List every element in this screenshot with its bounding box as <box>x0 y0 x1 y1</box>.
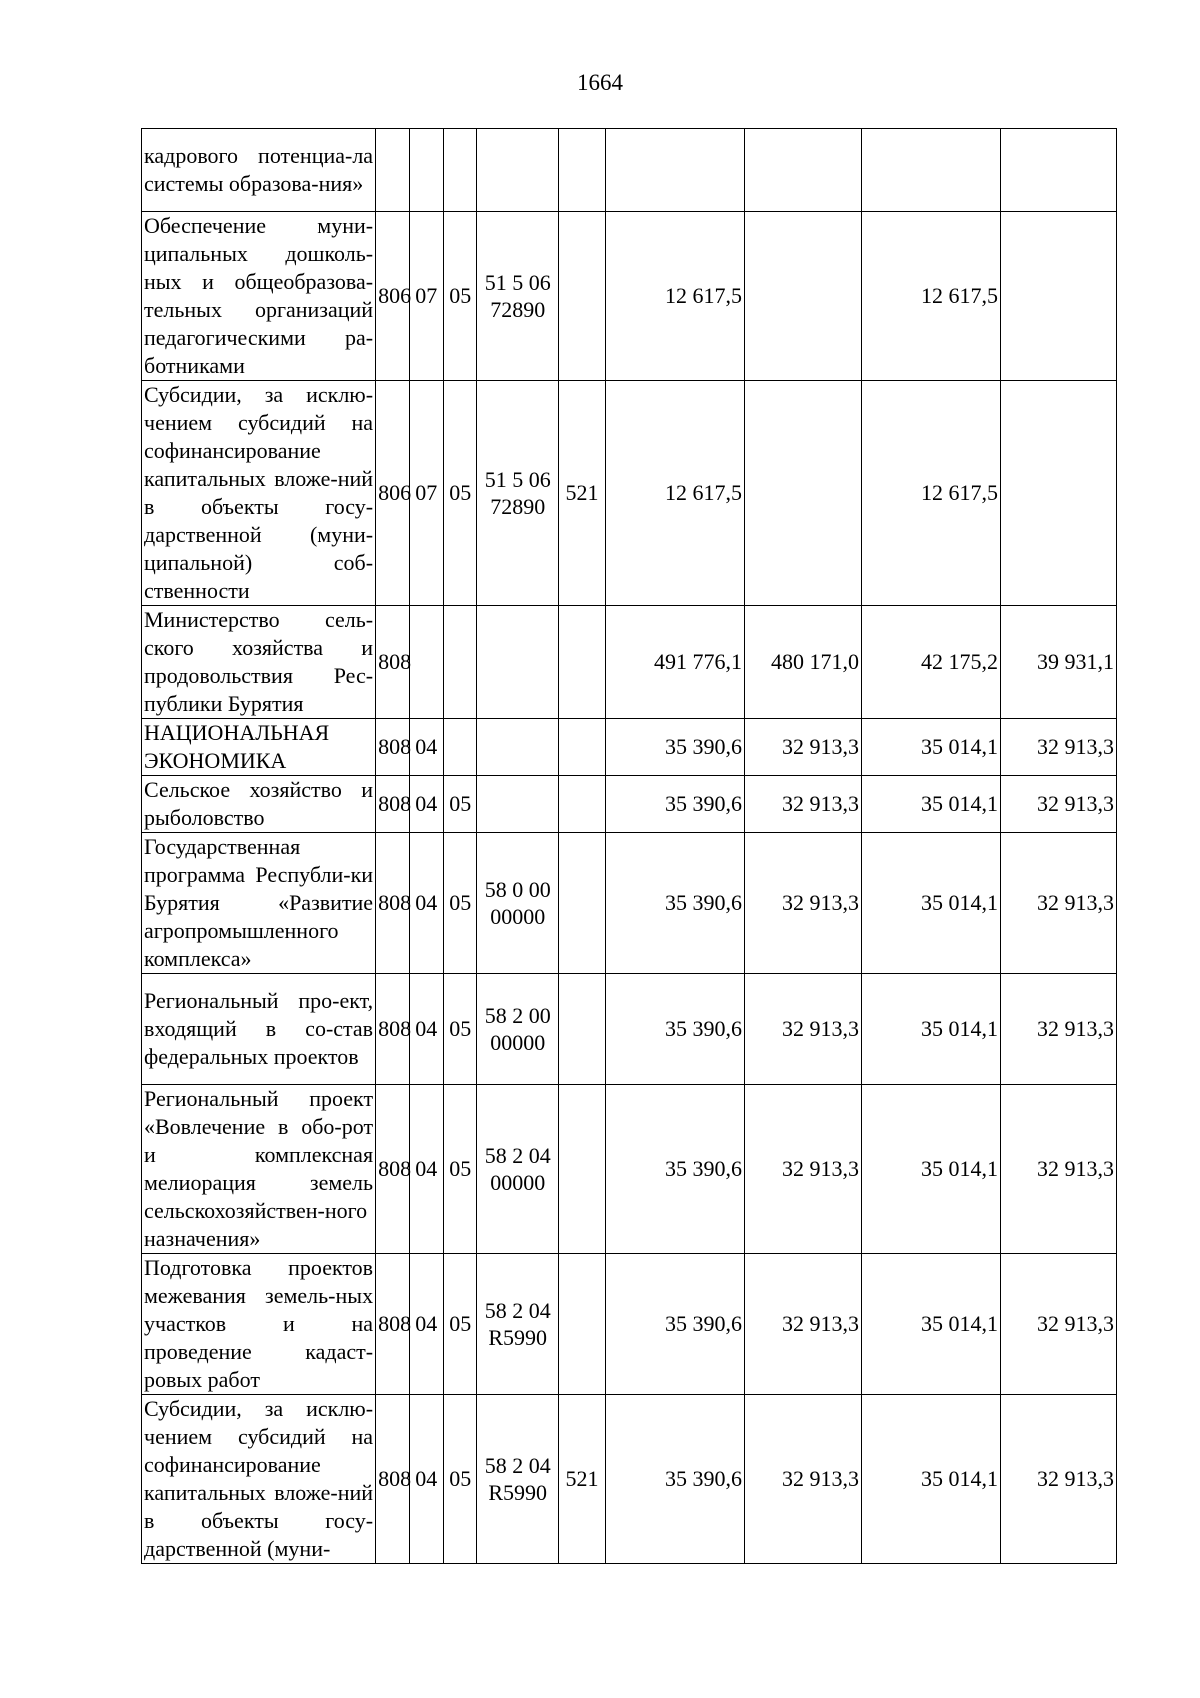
row-name-cell: Региональный про-ект, входящий в со-став федеральных проектов <box>142 974 376 1085</box>
ministry-code-cell: 806 <box>376 212 409 381</box>
amount-2-cell: 32 913,3 <box>744 1254 861 1395</box>
table-row <box>142 833 1117 974</box>
amount-4-cell: 32 913,3 <box>1000 833 1116 974</box>
amount-3-cell: 35 014,1 <box>861 1085 1000 1254</box>
amount-2-cell: 480 171,0 <box>744 606 861 719</box>
amount-3-cell: 12 617,5 <box>861 381 1000 606</box>
target-article-cell <box>477 719 559 776</box>
section-code-cell: 04 <box>409 719 443 776</box>
amount-1-cell <box>605 129 744 212</box>
amount-4-cell: 32 913,3 <box>1000 974 1116 1085</box>
budget-table <box>141 128 1117 1564</box>
amount-3-cell: 35 014,1 <box>861 1395 1000 1564</box>
ministry-code-cell: 808 <box>376 719 409 776</box>
amount-1-cell: 35 390,6 <box>605 719 744 776</box>
target-article-cell: 58 2 04 R5990 <box>477 1395 559 1564</box>
target-article-cell: 58 2 04 00000 <box>477 1085 559 1254</box>
ministry-code-cell: 808 <box>376 833 409 974</box>
amount-3-cell: 42 175,2 <box>861 606 1000 719</box>
ministry-code-cell: 808 <box>376 776 409 833</box>
expense-type-cell <box>558 1085 605 1254</box>
amount-2-cell: 32 913,3 <box>744 974 861 1085</box>
section-code-cell <box>409 129 443 212</box>
subsection-code-cell <box>444 129 477 212</box>
expense-type-cell <box>558 606 605 719</box>
row-name-cell: Обеспечение муни-ципальных дошколь-ных и общеобразова-тельных организаций педагогическими ра-ботниками <box>142 212 376 381</box>
amount-3-cell: 35 014,1 <box>861 974 1000 1085</box>
subsection-code-cell: 05 <box>444 833 477 974</box>
section-code-cell: 04 <box>409 1254 443 1395</box>
amount-4-cell: 32 913,3 <box>1000 719 1116 776</box>
table-row <box>142 606 1117 719</box>
expense-type-cell <box>558 129 605 212</box>
subsection-code-cell: 05 <box>444 212 477 381</box>
amount-1-cell: 12 617,5 <box>605 381 744 606</box>
amount-4-cell <box>1000 129 1116 212</box>
subsection-code-cell: 05 <box>444 1395 477 1564</box>
table-row <box>142 381 1117 606</box>
row-name-cell: Подготовка проектов межевания земель-ных участков и на проведение кадаст-ровых работ <box>142 1254 376 1395</box>
amount-4-cell: 32 913,3 <box>1000 1085 1116 1254</box>
table-row <box>142 719 1117 776</box>
amount-3-cell: 35 014,1 <box>861 833 1000 974</box>
amount-2-cell: 32 913,3 <box>744 1395 861 1564</box>
subsection-code-cell <box>444 606 477 719</box>
target-article-cell: 58 2 00 00000 <box>477 974 559 1085</box>
amount-3-cell: 12 617,5 <box>861 212 1000 381</box>
target-article-cell: 58 0 00 00000 <box>477 833 559 974</box>
amount-3-cell <box>861 129 1000 212</box>
target-article-cell: 51 5 06 72890 <box>477 381 559 606</box>
amount-3-cell: 35 014,1 <box>861 1254 1000 1395</box>
amount-1-cell: 35 390,6 <box>605 833 744 974</box>
ministry-code-cell: 808 <box>376 1395 409 1564</box>
amount-2-cell: 32 913,3 <box>744 719 861 776</box>
subsection-code-cell: 05 <box>444 974 477 1085</box>
amount-4-cell: 32 913,3 <box>1000 1254 1116 1395</box>
table-row <box>142 129 1117 212</box>
ministry-code-cell: 808 <box>376 974 409 1085</box>
ministry-code-cell: 808 <box>376 606 409 719</box>
section-code-cell: 04 <box>409 1395 443 1564</box>
table-row <box>142 1395 1117 1564</box>
amount-4-cell: 39 931,1 <box>1000 606 1116 719</box>
page-number: 1664 <box>577 70 623 95</box>
expense-type-cell <box>558 833 605 974</box>
amount-4-cell <box>1000 212 1116 381</box>
row-name-cell: Субсидии, за исклю-чением субсидий на софинансирование капитальных вложе-ний в объекты госу-дарственной (муни-ципальной) соб-ственности <box>142 381 376 606</box>
table-row <box>142 974 1117 1085</box>
amount-2-cell <box>744 129 861 212</box>
amount-2-cell: 32 913,3 <box>744 776 861 833</box>
amount-1-cell: 35 390,6 <box>605 1395 744 1564</box>
target-article-cell: 58 2 04 R5990 <box>477 1254 559 1395</box>
amount-1-cell: 35 390,6 <box>605 974 744 1085</box>
expense-type-cell <box>558 974 605 1085</box>
amount-1-cell: 35 390,6 <box>605 1085 744 1254</box>
expense-type-cell <box>558 776 605 833</box>
expense-type-cell: 521 <box>558 381 605 606</box>
section-code-cell <box>409 606 443 719</box>
table-row <box>142 212 1117 381</box>
section-code-cell: 04 <box>409 776 443 833</box>
subsection-code-cell: 05 <box>444 1254 477 1395</box>
amount-2-cell: 32 913,3 <box>744 833 861 974</box>
section-code-cell: 04 <box>409 1085 443 1254</box>
ministry-code-cell <box>376 129 409 212</box>
expense-type-cell <box>558 1254 605 1395</box>
amount-3-cell: 35 014,1 <box>861 776 1000 833</box>
row-name-cell: кадрового потенциа-ла системы образова-ния» <box>142 129 376 212</box>
amount-2-cell: 32 913,3 <box>744 1085 861 1254</box>
subsection-code-cell: 05 <box>444 1085 477 1254</box>
amount-1-cell: 35 390,6 <box>605 776 744 833</box>
amount-4-cell: 32 913,3 <box>1000 1395 1116 1564</box>
amount-1-cell: 35 390,6 <box>605 1254 744 1395</box>
subsection-code-cell: 05 <box>444 381 477 606</box>
target-article-cell <box>477 606 559 719</box>
amount-2-cell <box>744 212 861 381</box>
row-name-cell: Сельское хозяйство и рыболовство <box>142 776 376 833</box>
target-article-cell <box>477 776 559 833</box>
amount-2-cell <box>744 381 861 606</box>
amount-4-cell <box>1000 381 1116 606</box>
row-name-cell: Региональный проект «Вовлечение в обо-рот и комплексная мелиорация земель сельскохозяйствен-ного назначения» <box>142 1085 376 1254</box>
target-article-cell: 51 5 06 72890 <box>477 212 559 381</box>
subsection-code-cell <box>444 719 477 776</box>
expense-type-cell: 521 <box>558 1395 605 1564</box>
expense-type-cell <box>558 719 605 776</box>
ministry-code-cell: 806 <box>376 381 409 606</box>
section-code-cell: 07 <box>409 381 443 606</box>
amount-1-cell: 12 617,5 <box>605 212 744 381</box>
subsection-code-cell: 05 <box>444 776 477 833</box>
expense-type-cell <box>558 212 605 381</box>
ministry-code-cell: 808 <box>376 1254 409 1395</box>
table-row <box>142 1254 1117 1395</box>
row-name-cell: Министерство сель-ского хозяйства и продовольствия Рес-публики Бурятия <box>142 606 376 719</box>
row-name-cell: Государственная программа Республи-ки Бурятия «Развитие агропромышленного комплекса» <box>142 833 376 974</box>
amount-1-cell: 491 776,1 <box>605 606 744 719</box>
row-name-cell: Субсидии, за исклю-чением субсидий на софинансирование капитальных вложе-ний в объекты госу-дарственной (муни- <box>142 1395 376 1564</box>
table-row <box>142 1085 1117 1254</box>
ministry-code-cell: 808 <box>376 1085 409 1254</box>
row-name-cell: НАЦИОНАЛЬНАЯ ЭКОНОМИКА <box>142 719 376 776</box>
target-article-cell <box>477 129 559 212</box>
amount-3-cell: 35 014,1 <box>861 719 1000 776</box>
section-code-cell: 04 <box>409 974 443 1085</box>
table-row <box>142 776 1117 833</box>
amount-4-cell: 32 913,3 <box>1000 776 1116 833</box>
section-code-cell: 07 <box>409 212 443 381</box>
section-code-cell: 04 <box>409 833 443 974</box>
